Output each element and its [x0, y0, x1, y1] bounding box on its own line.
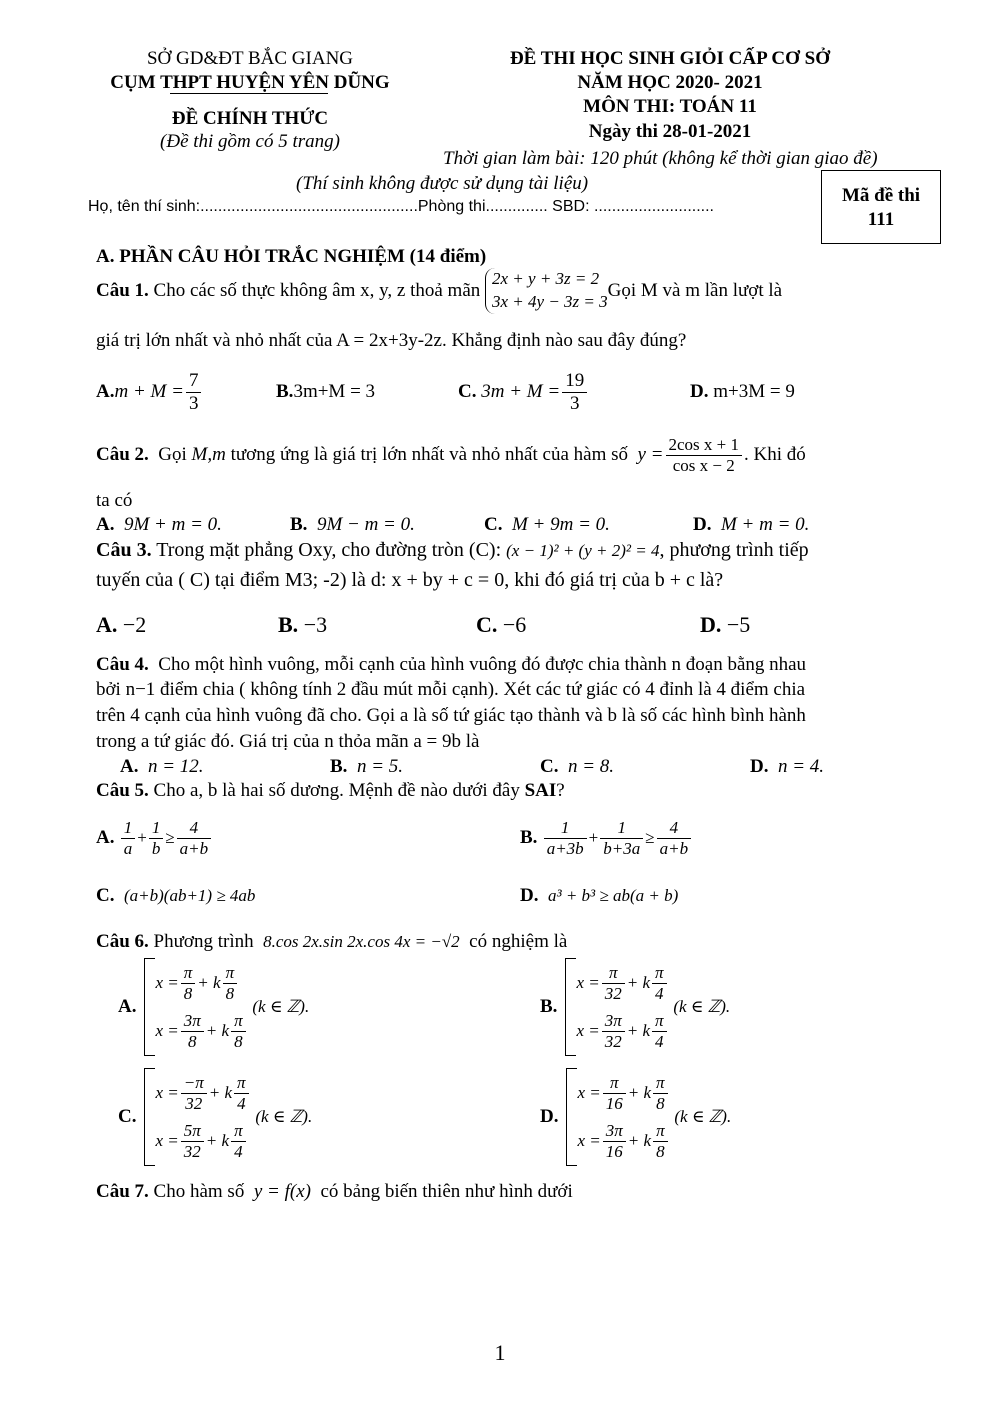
q5-text-a: Cho a, b là hai số dương. Mệnh đề nào dưới đây — [153, 780, 520, 801]
q6-c-r1-d: 32 — [185, 1093, 203, 1113]
q4-line4: trong a tứ giác đó. Giá trị của n thỏa mãn a = 9b là — [96, 731, 480, 752]
q6-d-kz: (k ∈ ℤ). — [674, 1107, 732, 1126]
q2-d-text: M + m = 0. — [720, 514, 810, 535]
q6-b-r1-d: 32 — [604, 983, 622, 1003]
exam-title: ĐỀ THI HỌC SINH GIỎI CẤP CƠ SỞ — [509, 48, 831, 69]
q4-d-label: D. — [750, 756, 769, 777]
time-allowed: Thời gian làm bài: 120 phút (không kể thời gian giao đề) — [443, 148, 878, 169]
q3-option-a — [96, 612, 146, 638]
q3-option-b — [278, 612, 327, 638]
q4-a-label: A. — [120, 756, 139, 777]
q4-option-c — [540, 756, 614, 778]
q6-a-label: A. — [118, 996, 137, 1017]
q6-d-cases: x = $\frac{\pi}{16}$ + k $\frac{\pi}{8}$ x = $\frac{3\pi}{16}$ + k $\frac{\pi}{8}$ — [577, 1069, 669, 1165]
q6-d-r2-kn: π — [653, 1121, 668, 1142]
q6-b-cases: x = $\frac{\pi}{32}$ + k $\frac{\pi}{4}$ x = $\frac{3\pi}{32}$ + k $\frac{\pi}{4}$ — [576, 959, 668, 1055]
q6-b-r2-d: 32 — [604, 1031, 622, 1051]
q5-a-n1: 1 — [121, 818, 136, 839]
q4-d-text: n = 4. — [777, 756, 825, 777]
exam-date: Ngày thi 28-01-2021 — [588, 121, 752, 142]
q3-text-c: tuyến của ( C) tại điểm M3; -2) là d: x + by + c = 0, khi đó giá trị của b + c là? — [96, 569, 724, 591]
q1-a-lhs: m + M = — [114, 381, 184, 403]
q5-b-d2: b+3a — [603, 838, 641, 858]
section-title: A. PHẦN CÂU HỎI TRẮC NGHIỆM (14 điểm) — [96, 246, 487, 267]
q6-text-b: có nghiệm là — [469, 931, 568, 952]
page-count-note: (Đề thi gồm có 5 trang) — [160, 131, 340, 152]
q6-b-label: B. — [540, 996, 558, 1017]
q4-line1-text: Cho một hình vuông, mỗi cạnh của hình vuông đó được chia thành n đoạn bằng nhau — [158, 654, 807, 675]
q6-d-bracket — [566, 1068, 577, 1166]
q5-b-n3: 4 — [657, 818, 691, 839]
exam-code-value: 111 — [867, 209, 895, 230]
q6-c-r2-d: 32 — [183, 1141, 201, 1161]
q6-b-bracket — [565, 958, 576, 1056]
q2-option-d — [693, 514, 809, 536]
cluster-name: CỤM THPT HUYỆN YÊN DŨNG — [110, 72, 390, 93]
q1-b-text: 3m+M = 3 — [293, 381, 376, 402]
candidate-info-line: Họ, tên thí sinh:.................................................Phòng thi.............. SBD: ........................... — [88, 198, 714, 215]
q3-text-b: , phương trình tiếp — [659, 539, 809, 561]
q2-text-b: tương ứng là giá trị lớn nhất và nhỏ nhất của hàm số — [230, 444, 628, 466]
q5-a-n3: 4 — [177, 818, 211, 839]
q6-a-r1-kd: 8 — [225, 983, 235, 1003]
q6-c-bracket — [144, 1068, 155, 1166]
no-materials-note: (Thí sinh không được sử dụng tài liệu) — [296, 173, 589, 194]
q5-option-b: B. $\frac{1}{a+3b}$ + $\frac{1}{b+3a}$ ≥ $\frac{4}{a+b}$ — [520, 818, 693, 858]
q6-d-r1-kd: 8 — [656, 1093, 665, 1113]
q4-a-text: n = 12. — [147, 756, 204, 777]
q1-option-d — [690, 381, 795, 403]
q1-b-label: B. — [276, 381, 294, 402]
q1-eq1: 2x + y + 3z = 2 — [492, 269, 600, 288]
q3-option-c — [476, 612, 526, 638]
q6-a-r1-kn: π — [223, 963, 238, 984]
q1-c-label: C. — [458, 381, 477, 403]
q1-text-c: giá trị lớn nhất và nhỏ nhất của A = 2x+3y-2z. Khẳng định nào sau đây đúng? — [96, 330, 687, 351]
q6-a-cases: x = $\frac{\pi}{8}$ + k $\frac{\pi}{8}$ x = $\frac{3\pi}{8}$ + k $\frac{\pi}{8}$ — [155, 959, 247, 1055]
q5-label: Câu 5. — [96, 780, 149, 801]
q1-d-label: D. — [690, 381, 709, 402]
q6-a-kz: (k ∈ ℤ). — [252, 997, 310, 1016]
q6-stem — [96, 931, 567, 953]
q6-c-label: C. — [118, 1106, 137, 1127]
q6-text-a: Phương trình — [153, 931, 254, 952]
q3-text-a: Trong mặt phẳng Oxy, cho đường tròn (C): — [156, 539, 502, 561]
q1-a-den: 3 — [188, 392, 199, 414]
q1-text-b: Gọi M và m lần lượt là — [607, 279, 783, 301]
q6-b-r1-kd: 4 — [655, 983, 664, 1003]
q6-a-r2-n: 3π — [181, 1011, 204, 1032]
q3-b-text: −3 — [303, 612, 328, 637]
q2-b-label: B. — [290, 514, 308, 535]
q4-c-text: n = 8. — [567, 756, 615, 777]
q3-c-text: −6 — [502, 612, 527, 637]
q2-b-text: 9M − m = 0. — [316, 514, 415, 535]
q1-option-b — [276, 381, 375, 403]
q4-line3: trên 4 cạnh của hình vuông đã cho. Gọi a là số tứ giác tạo thành và b là số các hình bình hành — [96, 705, 806, 726]
q6-c-cases: x = $\frac{-\pi}{32}$ + k $\frac{\pi}{4}$ x = $\frac{5\pi}{32}$ + k $\frac{\pi}{4}$ — [155, 1069, 250, 1165]
q6-c-r1-kn: π — [234, 1073, 249, 1094]
q6-b-r2-n: 3π — [602, 1011, 625, 1032]
q6-d-r1-n: π — [603, 1073, 626, 1094]
q2-label: Câu 2. — [96, 444, 149, 466]
q2-den: cos x − 2 — [672, 455, 735, 475]
q4-option-d — [750, 756, 824, 778]
q1-a-num: 7 — [186, 370, 202, 393]
q6-option-a — [118, 958, 309, 1056]
exam-code-box — [821, 170, 941, 244]
q2-option-b — [290, 514, 415, 536]
q2-num: 2cos x + 1 — [666, 435, 743, 456]
q5-text-b: ? — [556, 780, 565, 801]
exam-code-label: Mã đề thi — [841, 185, 921, 206]
q6-d-r2-n: 3π — [603, 1121, 626, 1142]
q5-b-n2: 1 — [600, 818, 643, 839]
q2-a-text: 9M + m = 0. — [123, 514, 222, 535]
q6-option-b — [540, 958, 730, 1056]
q5-b-d3: a+b — [659, 838, 689, 858]
q6-b-r2-kd: 4 — [655, 1031, 664, 1051]
q3-b-label: B. — [278, 612, 299, 637]
q1-label: Câu 1. — [96, 279, 149, 301]
q4-c-label: C. — [540, 756, 559, 777]
q7-text-b: có bảng biến thiên như hình dưới — [320, 1181, 573, 1202]
q1-d-text: m+3M = 9 — [713, 381, 795, 402]
q5-c-label: C. — [96, 885, 115, 906]
q6-d-label: D. — [540, 1106, 559, 1127]
q7-stem — [96, 1181, 573, 1203]
q4-label: Câu 4. — [96, 654, 149, 675]
q2-d-label: D. — [693, 514, 712, 535]
q5-option-d — [520, 885, 678, 907]
q5-b-n1: 1 — [544, 818, 587, 839]
q6-label: Câu 6. — [96, 931, 149, 952]
q6-c-r1-kd: 4 — [237, 1093, 246, 1113]
q1-text-a: Cho các số thực không âm x, y, z thoả mãn — [153, 279, 481, 301]
q5-b-d1: a+3b — [546, 838, 584, 858]
header-underline — [170, 93, 328, 94]
q4-b-text: n = 5. — [356, 756, 404, 777]
q2-a-label: A. — [96, 514, 115, 535]
q6-option-c — [118, 1068, 312, 1166]
q6-a-r1-n: π — [181, 963, 196, 984]
q3-c-label: C. — [476, 612, 498, 637]
q2-y: y = — [637, 444, 664, 466]
q4-line2: bởi n−1 điểm chia ( không tính 2 đầu mút mỗi cạnh). Xét các tứ giác có 4 đỉnh là 4 điểm chia — [96, 679, 806, 700]
q6-c-r2-kn: π — [231, 1121, 246, 1142]
q4-option-b — [330, 756, 403, 778]
q6-c-r1-n: −π — [181, 1073, 207, 1094]
q1-c-den: 3 — [569, 392, 580, 414]
q5-a-d1: a — [123, 838, 133, 858]
q5-a-d2: b — [151, 838, 161, 858]
q7-eq: y = f(x) — [253, 1181, 311, 1202]
q2-text-a: Gọi — [158, 444, 187, 466]
q6-d-r1-kn: π — [653, 1073, 668, 1094]
q3-a-label: A. — [96, 612, 118, 637]
q4-option-a — [120, 756, 204, 778]
school-dept: SỞ GD&ĐT BẮC GIANG — [146, 48, 354, 69]
q3-stem — [96, 539, 809, 562]
q2-option-c — [484, 514, 610, 536]
q3-label: Câu 3. — [96, 539, 152, 561]
q6-d-r2-kd: 8 — [656, 1141, 665, 1161]
q3-option-d — [700, 612, 750, 638]
q5-stem — [96, 780, 565, 802]
q1-eq2: 3x + 4y − 3z = 3 — [492, 291, 608, 311]
q2-c-text: M + 9m = 0. — [511, 514, 610, 535]
q1-system — [485, 268, 608, 314]
official-label: ĐỀ CHÍNH THỨC — [171, 108, 329, 129]
q5-option-c — [96, 885, 255, 907]
q6-a-r2-kd: 8 — [234, 1031, 243, 1051]
page-number: 1 — [494, 1340, 506, 1365]
q6-b-kz: (k ∈ ℤ). — [673, 997, 731, 1016]
q3-eq: (x − 1)² + (y + 2)² = 4 — [506, 541, 660, 560]
q4-line1 — [96, 654, 806, 676]
q5-sai: SAI — [524, 780, 557, 801]
q1-c-num: 19 — [562, 370, 587, 393]
q1-option-a — [96, 370, 203, 415]
q1-a-label: A. — [96, 381, 115, 403]
q6-c-r2-n: 5π — [181, 1121, 204, 1142]
subject: MÔN THI: TOÁN 11 — [583, 96, 757, 117]
q2-option-a — [96, 514, 222, 536]
q1-stem — [96, 268, 782, 314]
q7-text-a: Cho hàm số — [153, 1181, 245, 1202]
q6-b-r2-kn: π — [652, 1011, 667, 1032]
q3-a-text: −2 — [122, 612, 147, 637]
q6-a-r2-d: 8 — [188, 1031, 197, 1051]
q2-c-label: C. — [484, 514, 503, 535]
q5-d-text: a³ + b³ ≥ ab(a + b) — [547, 886, 679, 905]
q6-d-r2-d: 16 — [605, 1141, 623, 1161]
q3-d-text: −5 — [726, 612, 751, 637]
q6-b-r1-kn: π — [652, 963, 667, 984]
q7-label: Câu 7. — [96, 1181, 149, 1202]
q4-b-label: B. — [330, 756, 348, 777]
q6-option-d — [540, 1068, 731, 1166]
q3-d-label: D. — [700, 612, 722, 637]
q2-stem — [96, 435, 806, 475]
q6-a-r2-kn: π — [231, 1011, 246, 1032]
q5-option-a: A. $\frac{1}{a}$ + $\frac{1}{b}$ ≥ $\frac{4}{a+b}$ — [96, 818, 213, 858]
q6-c-r2-kd: 4 — [234, 1141, 243, 1161]
q6-d-r1-d: 16 — [605, 1093, 623, 1113]
q2-text-d: ta có — [96, 490, 133, 511]
q1-option-c — [458, 370, 589, 415]
q6-a-bracket — [144, 958, 155, 1056]
q6-a-r1-d: 8 — [183, 983, 193, 1003]
q2-mm: M,m — [191, 444, 226, 466]
q5-c-text: (a+b)(ab+1) ≥ 4ab — [123, 886, 256, 905]
q1-c-lhs: 3m + M = — [481, 381, 561, 403]
q6-b-r1-n: π — [602, 963, 625, 984]
q6-eq: 8.cos 2x.sin 2x.cos 4x = −√2 — [263, 932, 460, 951]
q5-b-label: B. — [520, 827, 538, 849]
q5-d-label: D. — [520, 885, 539, 906]
q5-a-label: A. — [96, 827, 115, 849]
q6-c-kz: (k ∈ ℤ). — [255, 1107, 313, 1126]
q5-a-n2: 1 — [149, 818, 164, 839]
school-year: NĂM HỌC 2020- 2021 — [577, 72, 763, 93]
q5-a-d3: a+b — [179, 838, 209, 858]
q2-text-c: . Khi đó — [744, 444, 806, 466]
